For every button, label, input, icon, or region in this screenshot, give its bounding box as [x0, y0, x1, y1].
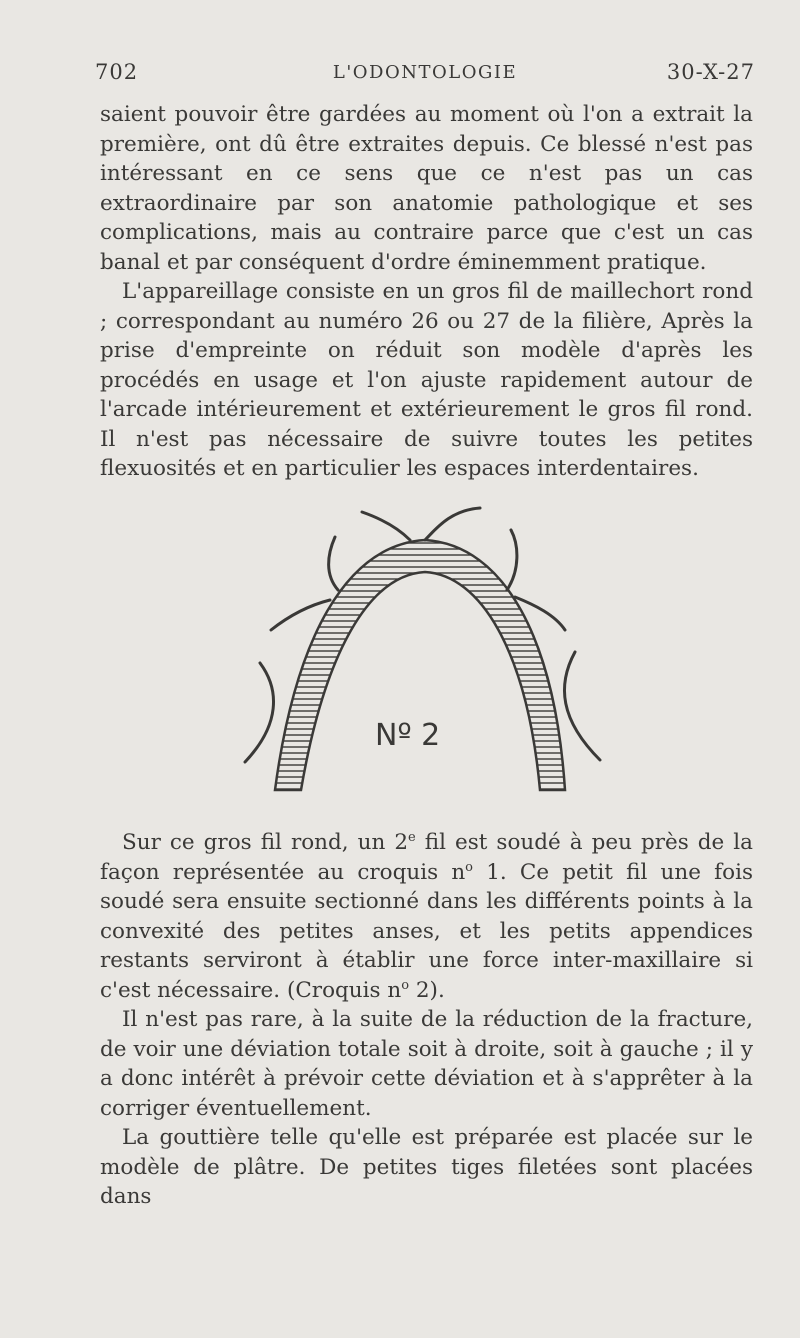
paragraph-appareillage: L'appareillage consiste en un gros fil de maillechort rond ; correspondant au numéro 26 ou 27 de la filière, Après la prise d'empreinte on réduit son modèle d'après les procédés en usage et l'on ajuste rapidement autour de l'arcade intérieurement et extérieurement le gros fil rond. Il n'est pas nécessaire de suivre toutes les petites flexuosités et en particulier les espaces interdentaires. [100, 279, 753, 481]
text-run: Sur ce gros fil rond, un 2 [122, 830, 409, 855]
paragraph-deviation: Il n'est pas rare, à la suite de la réduction de la fracture, de voir une déviation totale soit à droite, soit à gauche ; il y a donc intérêt à prévoir cette déviation et à s'apprêter à la corriger éventuellement. [100, 1007, 753, 1121]
page-number: 702 [95, 60, 139, 84]
text-run: 2). [409, 977, 445, 1003]
journal-title: L'ODONTOLOGIE [332, 62, 518, 83]
text-block-bottom [100, 828, 753, 1212]
text-block-top [100, 100, 753, 484]
paragraph-continued: saient pouvoir être gardées au moment où l'on a extrait la première, ont dû être extraites depuis. Ce blessé n'est pas intéressant en ce sens que ce n'est pas un cas extraordinaire par son anatomie pathologique et ses complications, mais au contraire parce que c'est un cas banal et par conséquent d'ordre éminemment pratique. [100, 102, 753, 275]
superscript: e [408, 829, 416, 845]
paragraph-gouttiere: La gouttière telle qu'elle est préparée est placée sur le modèle de plâtre. De petites tiges filetées sont placées dans [100, 1125, 753, 1209]
issue-date: 30-X-27 [666, 60, 755, 84]
paragraph-fil-soude [100, 828, 753, 1005]
figure-croquis-2 [235, 500, 615, 805]
text-run: fil est soudé à peu près de la façon représentée au croquis n [100, 830, 753, 885]
figure-label: Nº 2 [375, 718, 441, 753]
superscript: o [465, 859, 473, 875]
running-header [95, 60, 755, 90]
text-run: 1. Ce petit fil une fois soudé sera ensuite sectionné dans les différents points à la convexité des petites anses, et les petits appendices restants serviront à établir une force inter-maxillaire si c'est nécessaire. (Croquis n [100, 859, 753, 1003]
dental-arch-drawing [235, 500, 615, 805]
superscript: o [401, 977, 410, 993]
